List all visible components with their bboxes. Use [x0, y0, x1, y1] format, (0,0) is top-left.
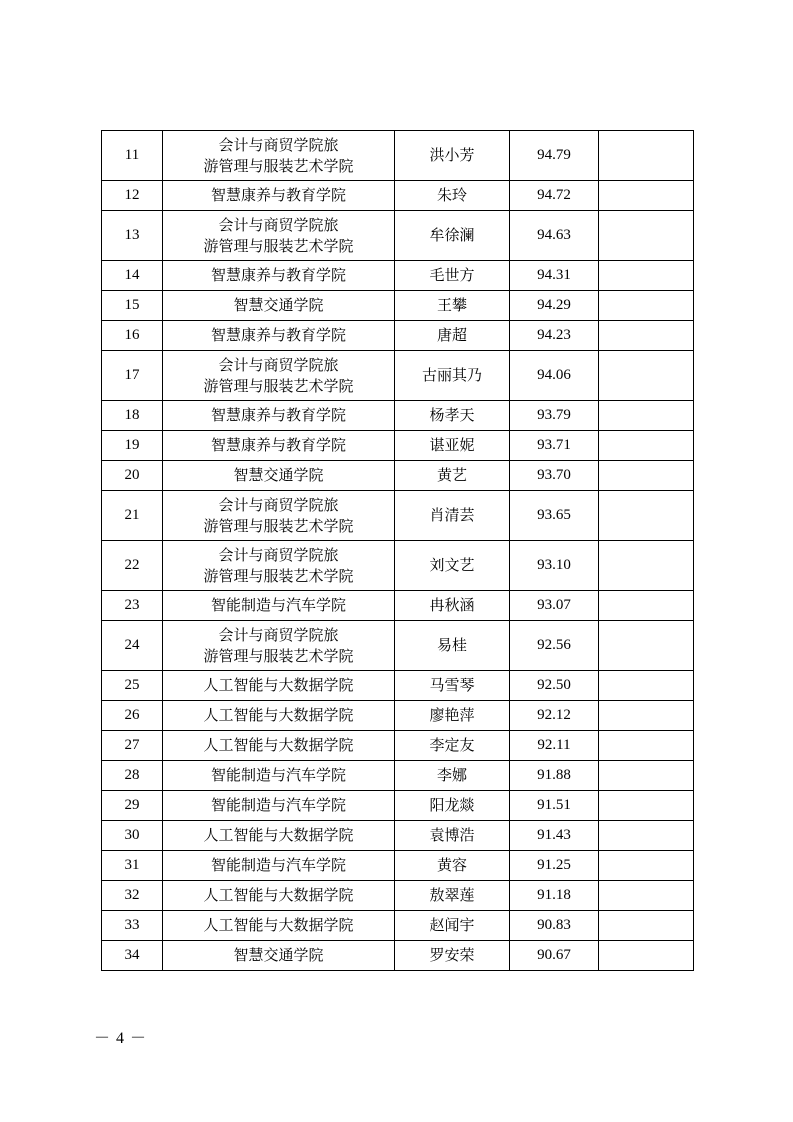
name-cell: 洪小芳 — [395, 131, 510, 181]
college-text: 智慧康养与教育学院 — [210, 326, 346, 344]
table-row — [102, 131, 694, 181]
score-cell: 92.56 — [510, 621, 599, 671]
college-cell — [163, 431, 395, 461]
score-cell: 94.72 — [510, 181, 599, 211]
remark-cell — [599, 261, 694, 291]
college-cell — [163, 731, 395, 761]
name-cell: 阳龙燚 — [395, 791, 510, 821]
college-cell — [163, 291, 395, 321]
remark-cell — [599, 941, 694, 971]
table-row — [102, 431, 694, 461]
table-row — [102, 881, 694, 911]
remark-cell — [599, 181, 694, 211]
college-text: 会计与商贸学院旅 游管理与服装艺术学院 — [203, 135, 354, 175]
row-number-cell: 31 — [102, 851, 163, 881]
college-text: 会计与商贸学院旅 游管理与服装艺术学院 — [203, 355, 354, 395]
name-cell: 赵闻宇 — [395, 911, 510, 941]
name-cell: 敖翠莲 — [395, 881, 510, 911]
remark-cell — [599, 321, 694, 351]
remark-cell — [599, 431, 694, 461]
college-text: 会计与商贸学院旅 游管理与服装艺术学院 — [203, 495, 354, 535]
name-cell: 肖清芸 — [395, 491, 510, 541]
remark-cell — [599, 761, 694, 791]
college-cell — [163, 821, 395, 851]
name-cell: 朱玲 — [395, 181, 510, 211]
score-cell: 91.25 — [510, 851, 599, 881]
remark-cell — [599, 791, 694, 821]
name-cell: 杨孝天 — [395, 401, 510, 431]
score-cell: 94.63 — [510, 211, 599, 261]
table-row — [102, 321, 694, 351]
table-row — [102, 731, 694, 761]
score-cell: 92.12 — [510, 701, 599, 731]
score-cell: 91.51 — [510, 791, 599, 821]
college-text: 人工智能与大数据学院 — [203, 886, 354, 904]
score-cell: 93.65 — [510, 491, 599, 541]
row-number-cell: 29 — [102, 791, 163, 821]
remark-cell — [599, 851, 694, 881]
remark-cell — [599, 881, 694, 911]
row-number-cell: 28 — [102, 761, 163, 791]
remark-cell — [599, 211, 694, 261]
college-cell — [163, 761, 395, 791]
college-text: 人工智能与大数据学院 — [203, 916, 354, 934]
remark-cell — [599, 491, 694, 541]
row-number-cell: 27 — [102, 731, 163, 761]
row-number-cell: 23 — [102, 591, 163, 621]
table-row — [102, 541, 694, 591]
table-row — [102, 821, 694, 851]
college-text: 智慧康养与教育学院 — [210, 186, 346, 204]
remark-cell — [599, 131, 694, 181]
college-text: 智慧交通学院 — [233, 296, 324, 314]
college-cell — [163, 881, 395, 911]
row-number-cell: 25 — [102, 671, 163, 701]
college-cell — [163, 211, 395, 261]
table-row — [102, 621, 694, 671]
name-cell: 黄艺 — [395, 461, 510, 491]
name-cell: 古丽其乃 — [395, 351, 510, 401]
row-number-cell: 33 — [102, 911, 163, 941]
score-cell: 94.23 — [510, 321, 599, 351]
college-cell — [163, 181, 395, 211]
row-number-cell: 22 — [102, 541, 163, 591]
name-cell: 李定友 — [395, 731, 510, 761]
score-cell: 94.29 — [510, 291, 599, 321]
name-cell: 黄容 — [395, 851, 510, 881]
row-number-cell: 24 — [102, 621, 163, 671]
table-row — [102, 261, 694, 291]
table-row — [102, 911, 694, 941]
page-number: － 4 － — [94, 1030, 148, 1047]
name-cell: 唐超 — [395, 321, 510, 351]
table-row — [102, 791, 694, 821]
score-cell: 93.70 — [510, 461, 599, 491]
remark-cell — [599, 671, 694, 701]
score-cell: 91.43 — [510, 821, 599, 851]
row-number-cell: 17 — [102, 351, 163, 401]
college-cell — [163, 701, 395, 731]
college-cell — [163, 401, 395, 431]
score-cell: 94.79 — [510, 131, 599, 181]
remark-cell — [599, 911, 694, 941]
remark-cell — [599, 401, 694, 431]
row-number-cell: 16 — [102, 321, 163, 351]
name-cell: 廖艳萍 — [395, 701, 510, 731]
name-cell: 易桂 — [395, 621, 510, 671]
table-row — [102, 491, 694, 541]
college-cell — [163, 791, 395, 821]
name-cell: 谌亚妮 — [395, 431, 510, 461]
row-number-cell: 20 — [102, 461, 163, 491]
table-row — [102, 291, 694, 321]
college-text: 人工智能与大数据学院 — [203, 736, 354, 754]
college-cell — [163, 321, 395, 351]
college-cell — [163, 911, 395, 941]
name-cell: 王攀 — [395, 291, 510, 321]
score-cell: 91.88 — [510, 761, 599, 791]
remark-cell — [599, 701, 694, 731]
row-number-cell: 11 — [102, 131, 163, 181]
college-text: 智慧康养与教育学院 — [210, 406, 346, 424]
name-cell: 袁博浩 — [395, 821, 510, 851]
college-text: 智能制造与汽车学院 — [210, 596, 346, 614]
college-cell — [163, 671, 395, 701]
college-text: 人工智能与大数据学院 — [203, 706, 354, 724]
name-cell: 李娜 — [395, 761, 510, 791]
name-cell: 牟徐澜 — [395, 211, 510, 261]
college-text: 智能制造与汽车学院 — [210, 766, 346, 784]
row-number-cell: 13 — [102, 211, 163, 261]
college-text: 智慧交通学院 — [233, 466, 324, 484]
row-number-cell: 14 — [102, 261, 163, 291]
college-text: 人工智能与大数据学院 — [203, 826, 354, 844]
row-number-cell: 18 — [102, 401, 163, 431]
remark-cell — [599, 461, 694, 491]
row-number-cell: 32 — [102, 881, 163, 911]
college-text: 会计与商贸学院旅 游管理与服装艺术学院 — [203, 215, 354, 255]
score-cell: 90.83 — [510, 911, 599, 941]
table-row — [102, 461, 694, 491]
college-cell — [163, 851, 395, 881]
table-body — [102, 131, 694, 971]
row-number-cell: 21 — [102, 491, 163, 541]
table-row — [102, 351, 694, 401]
score-cell: 91.18 — [510, 881, 599, 911]
table-row — [102, 701, 694, 731]
remark-cell — [599, 351, 694, 401]
college-text: 智能制造与汽车学院 — [210, 856, 346, 874]
remark-cell — [599, 821, 694, 851]
college-cell — [163, 591, 395, 621]
college-text: 智慧康养与教育学院 — [210, 266, 346, 284]
table-row — [102, 591, 694, 621]
score-cell: 93.71 — [510, 431, 599, 461]
score-cell: 93.10 — [510, 541, 599, 591]
row-number-cell: 34 — [102, 941, 163, 971]
score-table — [101, 130, 694, 971]
row-number-cell: 26 — [102, 701, 163, 731]
name-cell: 毛世方 — [395, 261, 510, 291]
college-text: 智慧康养与教育学院 — [210, 436, 346, 454]
name-cell: 马雪琴 — [395, 671, 510, 701]
college-cell — [163, 461, 395, 491]
score-cell: 92.50 — [510, 671, 599, 701]
remark-cell — [599, 291, 694, 321]
score-cell: 90.67 — [510, 941, 599, 971]
row-number-cell: 30 — [102, 821, 163, 851]
table-row — [102, 941, 694, 971]
remark-cell — [599, 621, 694, 671]
table-row — [102, 761, 694, 791]
college-cell — [163, 351, 395, 401]
remark-cell — [599, 591, 694, 621]
score-cell: 94.06 — [510, 351, 599, 401]
score-cell: 92.11 — [510, 731, 599, 761]
table-row — [102, 851, 694, 881]
college-text: 会计与商贸学院旅 游管理与服装艺术学院 — [203, 545, 354, 585]
score-cell: 94.31 — [510, 261, 599, 291]
name-cell: 罗安荣 — [395, 941, 510, 971]
table-row — [102, 181, 694, 211]
college-cell — [163, 491, 395, 541]
college-cell — [163, 131, 395, 181]
remark-cell — [599, 731, 694, 761]
row-number-cell: 12 — [102, 181, 163, 211]
name-cell: 冉秋涵 — [395, 591, 510, 621]
row-number-cell: 19 — [102, 431, 163, 461]
college-cell — [163, 621, 395, 671]
table-row — [102, 671, 694, 701]
college-cell — [163, 941, 395, 971]
college-text: 智能制造与汽车学院 — [210, 796, 346, 814]
college-text: 人工智能与大数据学院 — [203, 676, 354, 694]
college-text: 智慧交通学院 — [233, 946, 324, 964]
table-row — [102, 401, 694, 431]
college-cell — [163, 541, 395, 591]
college-text: 会计与商贸学院旅 游管理与服装艺术学院 — [203, 625, 354, 665]
table-row — [102, 211, 694, 261]
score-cell: 93.07 — [510, 591, 599, 621]
name-cell: 刘文艺 — [395, 541, 510, 591]
college-cell — [163, 261, 395, 291]
row-number-cell: 15 — [102, 291, 163, 321]
remark-cell — [599, 541, 694, 591]
score-cell: 93.79 — [510, 401, 599, 431]
